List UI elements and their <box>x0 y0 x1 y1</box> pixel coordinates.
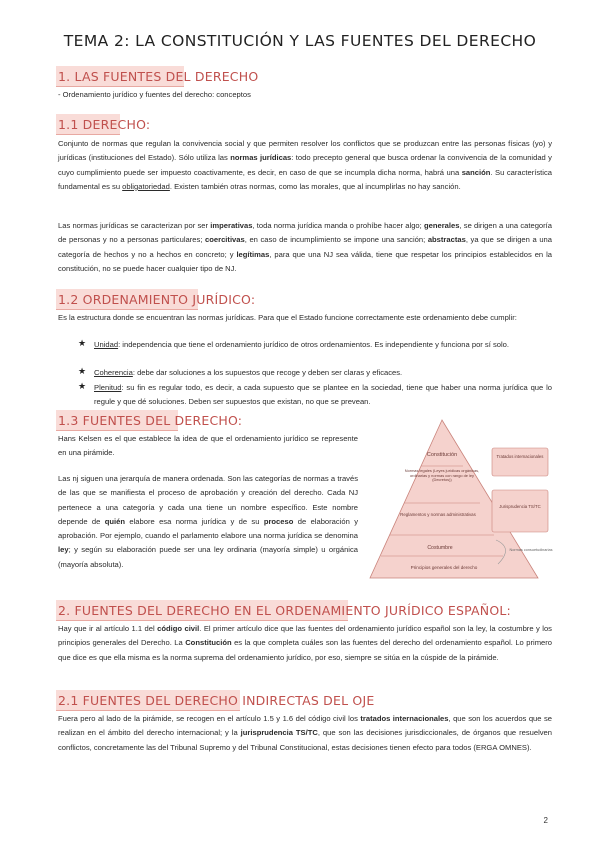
text-run: ; y según su elaboración puede ser una ley ordinaria (mayoría simple) u orgánica (mayoría absoluta). <box>58 545 358 569</box>
list-item-coherencia <box>94 366 552 380</box>
text-run: . El primer artículo dice que las fuentes del ordenamiento jurídico español son la ley, la costumbre y los principios generales del Derecho. La <box>58 624 552 648</box>
text-run: Hay que ir al artículo 1.1 del <box>58 624 158 633</box>
section-1-heading: 1. LAS FUENTES DEL DERECHO <box>58 69 259 84</box>
pyramid-level-constitucion: Constitución <box>426 452 458 458</box>
list-item-term: Plenitud <box>94 383 122 392</box>
list-item-term: Coherencia <box>94 368 133 377</box>
text-run: Hans Kelsen es el que establece la idea de que el ordenamiento jurídico se represente en una pirámide. <box>58 434 358 458</box>
bold-term: generales <box>423 221 460 230</box>
pyramid-level-costumbre: Costumbre <box>427 545 453 551</box>
text-run: , para que una NJ sea válida, tiene que respetar los principios establecidos en la constitución, no se puede hacer cualquier tipo de NJ. <box>58 249 552 273</box>
section-2-heading: 2. FUENTES DEL DERECHO EN EL ORDENAMIENTO JURÍDICO ESPAÑOL: <box>58 603 511 618</box>
side-note-label: Normas consuetudinarias <box>509 548 553 552</box>
side-box-jurisprudencia-label: Jurisprudencia TS/TC <box>499 504 541 509</box>
pyramid-level-principios: Principios generales del derecho <box>410 565 478 570</box>
list-item-text: : su fin es regular todo, es decir, a cada supuesto que se plantee en la sociedad, tiene que haber una norma jurídica que lo regule y que dé soluciones. Deben ser supuestos que existan, no que se prevean. <box>94 383 552 406</box>
text-run: . Existen también otras normas, como las morales, que al incumplirlas no hay sanción. <box>169 181 461 191</box>
bold-term: coercitivas <box>205 235 245 245</box>
bold-term: código civil <box>157 624 200 633</box>
text-run: , en caso de incumplimiento se impone una sanción; <box>244 235 428 245</box>
text-run: , ya que se dirigen a una categoría de hechos y no a hechos en concreto; y <box>58 235 552 259</box>
kelsen-paragraph <box>58 432 358 461</box>
fuentes-oje-paragraph <box>58 622 552 665</box>
section-1-2-heading: 1.2 ORDENAMIENTO JURÍDICO: <box>58 292 256 307</box>
text-run: , se dirigen a una categoría de personas y no a personas particulares; <box>58 221 553 245</box>
kelsen-pyramid-diagram <box>368 414 554 590</box>
text-run: de elaboración y aprobación. Por ejemplo, cuando el parlamento elabore una norma jurídica se denomina <box>58 516 358 541</box>
text-run: Las nj siguen una jerarquía de manera ordenada. Son las categorías de normas a través de las que se manifiesta el proceso de aprobación y creación del derecho. Cada NJ pertenece a una categoría y cada una tiene un nombre específico. Este nombre depende de <box>58 474 358 526</box>
text-run: elabore esa norma jurídica y de su <box>125 516 264 526</box>
bold-term: proceso <box>263 516 294 526</box>
bold-term: sanción <box>461 167 491 177</box>
list-item-text: : debe dar soluciones a los supuestos que recoge y deben ser claras y eficaces. <box>132 368 403 377</box>
bold-term: jurisprudencia TS/TC <box>240 728 318 738</box>
section-1-3-heading: 1.3 FUENTES DEL DERECHO: <box>58 413 243 428</box>
text-run: Fuera pero al lado de la pirámide, se recogen en el artículo 1.5 y 1.6 del código civil los <box>58 714 361 723</box>
list-item-term: Unidad <box>94 340 119 349</box>
page-number: 2 <box>543 816 548 825</box>
bold-term: tratados internacionales <box>360 714 449 723</box>
star-bullet-icon: ★ <box>78 338 87 348</box>
section-1-1-heading: 1.1 DERECHO: <box>58 117 151 132</box>
list-item-unidad <box>94 338 552 352</box>
text-run: es la que completa cuáles son las fuentes del derecho del ordenamiento español. Lo primero que dice es que ella misma es la norma suprema del ordenamiento jurídico, por eso, siempre se sitúa en la cúspide de la pirámide. <box>58 638 552 662</box>
text-run: Conjunto de normas que regulan la convivencia social y que permiten resolver los conflictos que se produzcan entre las personas físicas (yo) y jurídicas (instituciones del Estado). Sólo utiliza las <box>58 139 552 163</box>
bold-term: Constitución <box>185 638 232 648</box>
ordenamiento-intro: Es la estructura donde se encuentran las normas jurídicas. Para que el Estado funcione correctamente este ordenamiento debe cumplir: <box>58 313 517 322</box>
bold-term: imperativas <box>210 221 253 230</box>
bold-term: ley <box>58 545 69 555</box>
list-item-text: : independencia que tiene el ordenamiento jurídico de otros ordenamientos. Es independiente y funciona por sí solo. <box>118 340 509 349</box>
text-run: : todo precepto general que busca ordenar la convivencia de la comunidad y cuyo cumplimiento puede ser impuesto coactivamente, es decir, en caso de que se incumpla dicha norma, habrá una <box>58 153 552 177</box>
underlined-term: obligatoriedad <box>122 181 170 191</box>
text-run: , que son los acuerdos que se realizan en el ámbito del derecho internacional; y la <box>58 714 552 738</box>
pyramid-level-normas-legales: Normas legales (Leyes jurídicas orgánicas, ordinarias y normas con rango de ley (Decretos)) <box>404 469 480 483</box>
text-run: Las normas jurídicas se caracterizan por ser <box>58 221 211 230</box>
star-bullet-icon: ★ <box>78 366 87 376</box>
document-title: TEMA 2: LA CONSTITUCIÓN Y LAS FUENTES DEL DERECHO <box>63 32 537 50</box>
side-box-tratados-label: Tratados internacionales <box>496 454 544 459</box>
jerarquia-paragraph <box>58 472 358 572</box>
list-item-plenitud <box>94 381 552 408</box>
fuentes-indirectas-paragraph <box>58 712 552 755</box>
text-run: , toda norma jurídica manda o prohíbe hacer algo; <box>252 221 424 230</box>
bold-term: normas jurídicas <box>230 153 292 163</box>
bold-term: abstractas <box>427 235 466 245</box>
bold-term: quién <box>104 516 126 526</box>
section-2-1-heading: 2.1 FUENTES DEL DERECHO INDIRECTAS DEL OJE <box>58 693 375 708</box>
section-1-subtitle: - Ordenamiento jurídico y fuentes del derecho: conceptos <box>58 90 251 99</box>
pyramid-level-reglamentos: Reglamentos y normas administrativas <box>400 512 476 517</box>
text-run: . Su característica fundamental es su <box>58 167 552 191</box>
derecho-paragraph-1 <box>58 137 552 194</box>
bold-term: legítimas <box>236 249 270 259</box>
star-bullet-icon: ★ <box>78 381 87 391</box>
derecho-paragraph-2 <box>58 219 552 276</box>
text-run: , que son las decisiones jurisdiccionales, de órganos que resuelven conflictos, concretamente las del Tribunal Supremo y del Tribunal Constitucional, estas decisiones tienen efecto para todos (ERGA OMNES). <box>58 728 553 752</box>
